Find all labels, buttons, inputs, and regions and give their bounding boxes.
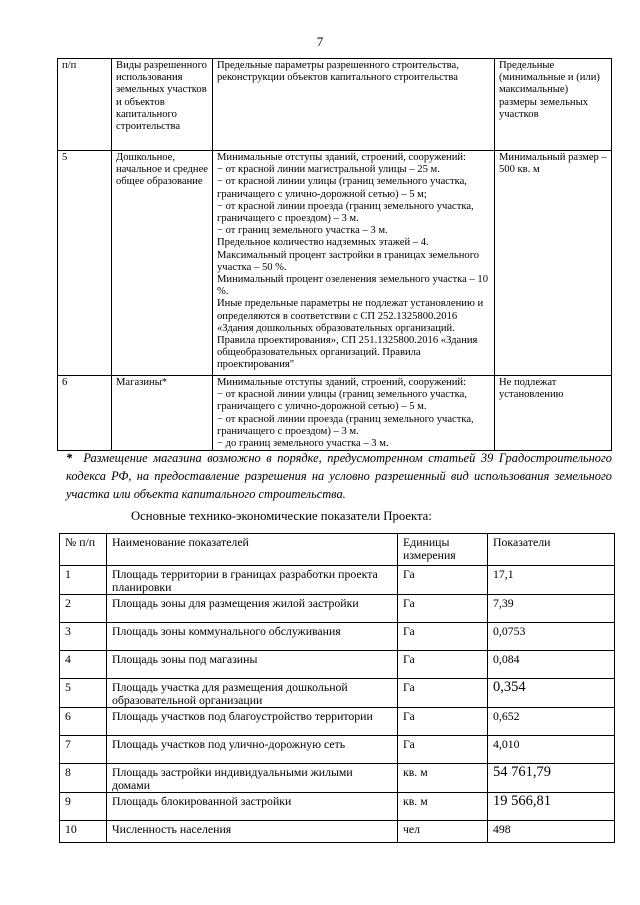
header-cell: Предельные параметры разрешенного строительства, реконструкции объектов капитального строительства (213, 59, 495, 151)
row-number: 1 (60, 566, 107, 595)
row-number: 3 (60, 623, 107, 651)
row-number: 7 (60, 736, 107, 764)
row-number: 5 (58, 151, 112, 376)
indicator-name: Площадь территории в границах разработки проекта планировки (107, 566, 398, 595)
row-number: 8 (60, 764, 107, 793)
row-number: 2 (60, 595, 107, 623)
indicator-unit: Га (398, 595, 488, 623)
indicator-unit: Га (398, 736, 488, 764)
header-cell: Показатели (488, 534, 615, 566)
indicator-name: Площадь участков под улично-дорожную сеть (107, 736, 398, 764)
indicator-name: Численность населения (107, 821, 398, 843)
indicator-value: 4,010 (488, 736, 615, 764)
indicator-value: 19 566,81 (488, 793, 615, 821)
table-row (60, 651, 615, 679)
footnote (66, 449, 612, 503)
row-number: 6 (58, 376, 112, 451)
footnote-text: Размещение магазина возможно в порядке, предусмотренном статьей 39 Градостроительного кодекса РФ, на предоставление разрешения на условно разрешенный вид использования земельного участка или объекта капитального строительства. (66, 451, 612, 501)
indicators-table (59, 533, 615, 843)
indicator-value: 7,39 (488, 595, 615, 623)
table-row (58, 151, 612, 376)
table-row (60, 623, 615, 651)
row-number: 9 (60, 793, 107, 821)
indicators-heading: Основные технико-экономические показатели Проекта: (131, 509, 432, 523)
table-row (60, 736, 615, 764)
indicator-name: Площадь зоны под магазины (107, 651, 398, 679)
indicator-unit: Га (398, 651, 488, 679)
indicator-value: 0,084 (488, 651, 615, 679)
row-number: 4 (60, 651, 107, 679)
indicator-value: 0,652 (488, 708, 615, 736)
footnote-star: * (66, 451, 73, 465)
table-row (60, 764, 615, 793)
table-row (60, 821, 615, 843)
indicator-unit: Га (398, 623, 488, 651)
indicator-value: 17,1 (488, 566, 615, 595)
indicator-unit: Га (398, 708, 488, 736)
row-number: 5 (60, 679, 107, 708)
header-cell: Виды разрешенного использования земельных участков и объектов капитального строительства (112, 59, 213, 151)
regulations-table (57, 58, 612, 451)
construction-params: Минимальные отступы зданий, строений, сооружений: − от красной линии улицы (границ земельного участка, граничащего с улично-дорожной сетью) – 5 м. − от красной линии проезда (границ земельного участка, граничащего с проездом) – 3 м. − до границ земельного участка – 3 м. (213, 376, 495, 451)
construction-params: Минимальные отступы зданий, строений, сооружений: − от красной линии магистральной улицы – 25 м. − от красной линии улицы (границ земельного участка, граничащего с улично-дорожной сетью) – 5 м; − от красной линии проезда (границ земельного участка, граничащего с проездом) – 3 м. − от границ земельного участка – 3 м. Предельное количество надземных этажей – 4. Максимальный процент застройки в границах земельного участка – 50 %. Минимальный процент озеленения земельного участка – 10 %. Иные предельные параметры не подлежат установлению и определяются в соответствии с СП 252.1325800.2016 «Здания дошкольных образовательных организаций. Правила проектирования», СП 251.1325800.2016 «Здания общеобразовательных организаций. Правила проектирования" (213, 151, 495, 376)
indicator-value: 0,0753 (488, 623, 615, 651)
indicator-value: 54 761,79 (488, 764, 615, 793)
table-row (60, 595, 615, 623)
table-row (60, 793, 615, 821)
row-number: 6 (60, 708, 107, 736)
indicator-value: 0,354 (488, 679, 615, 708)
indicator-name: Площадь участка для размещения дошкольной образовательной организации (107, 679, 398, 708)
table-row (60, 708, 615, 736)
indicator-name: Площадь зоны коммунального обслуживания (107, 623, 398, 651)
row-number: 10 (60, 821, 107, 843)
table-header-row (58, 59, 612, 151)
page-number: 7 (316, 34, 324, 49)
indicator-name: Площадь застройки индивидуальными жилыми домами (107, 764, 398, 793)
plot-size: Минимальный размер – 500 кв. м (495, 151, 612, 376)
indicator-unit: кв. м (398, 793, 488, 821)
indicator-unit: Га (398, 566, 488, 595)
indicator-name: Площадь зоны для размещения жилой застройки (107, 595, 398, 623)
indicator-name: Площадь участков под благоустройство территории (107, 708, 398, 736)
header-cell: п/п (58, 59, 112, 151)
table-row (60, 679, 615, 708)
header-cell: № п/п (60, 534, 107, 566)
table-row (60, 566, 615, 595)
plot-size: Не подлежат установлению (495, 376, 612, 451)
indicator-unit: чел (398, 821, 488, 843)
header-cell: Наименование показателей (107, 534, 398, 566)
table-header-row (60, 534, 615, 566)
table-row (58, 376, 612, 451)
header-cell: Предельные (минимальные и (или) максимальные) размеры земельных участков (495, 59, 612, 151)
land-use-type: Дошкольное, начальное и среднее общее образование (112, 151, 213, 376)
indicator-unit: Га (398, 679, 488, 708)
header-cell: Единицы измерения (398, 534, 488, 566)
indicator-unit: кв. м (398, 764, 488, 793)
indicator-name: Площадь блокированной застройки (107, 793, 398, 821)
indicator-value: 498 (488, 821, 615, 843)
land-use-type: Магазины* (112, 376, 213, 451)
